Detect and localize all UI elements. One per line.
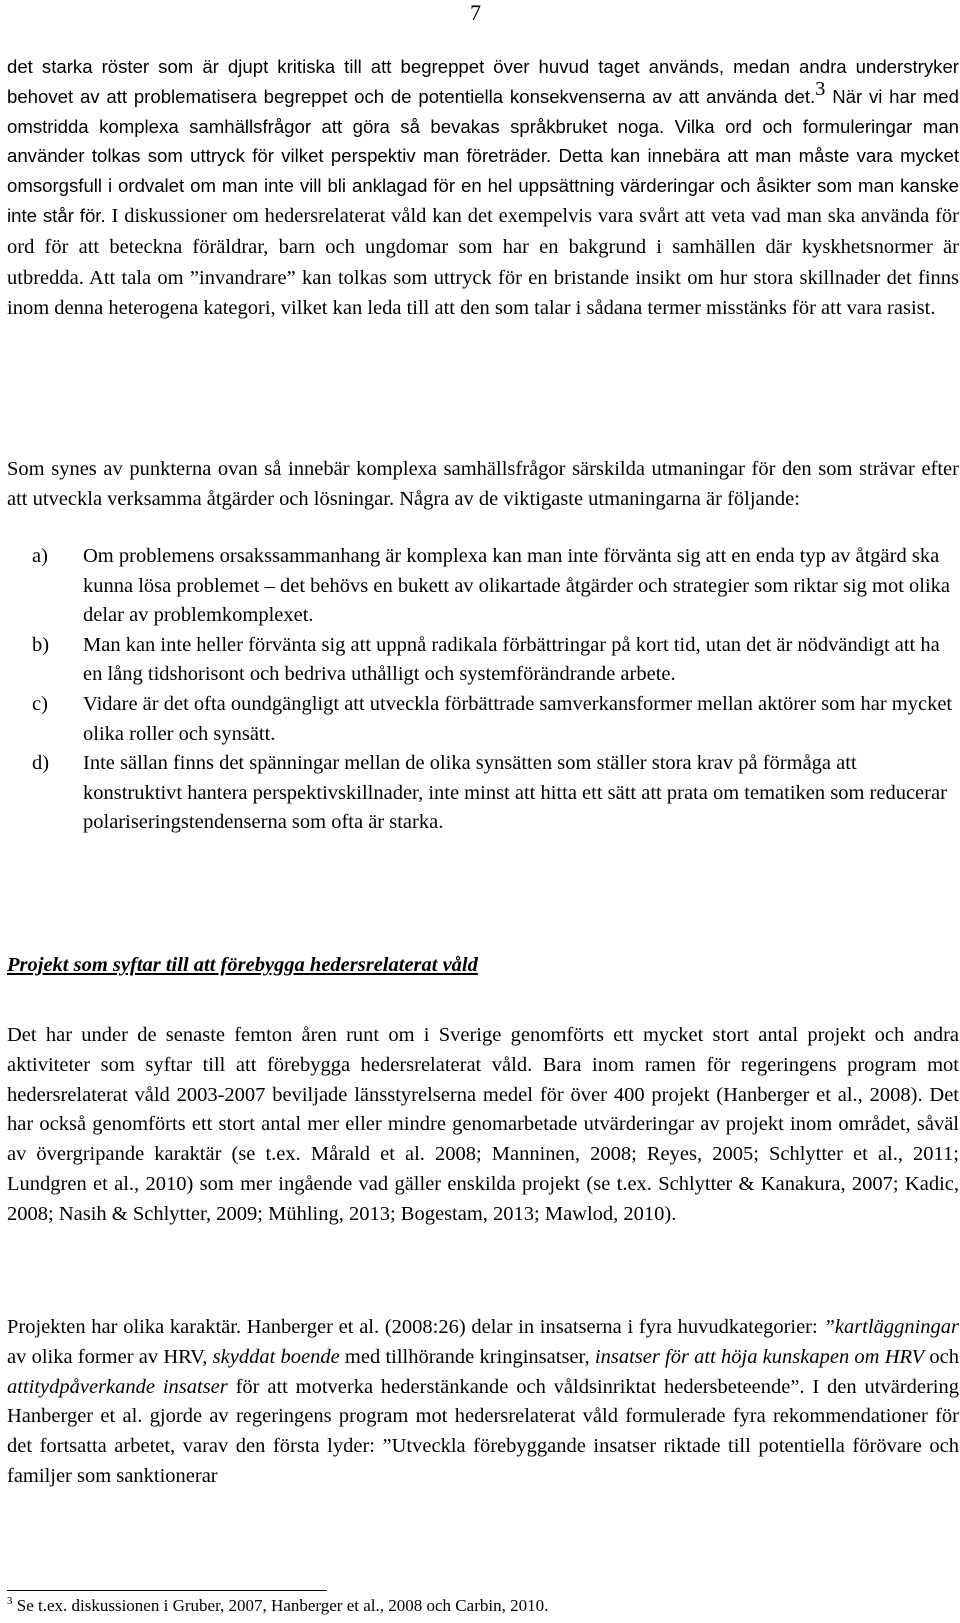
list-item-text: Om problemens orsakssammanhang är komplexa kan man inte förvänta sig att en enda typ av åtgärd ska kunna lösa problemet – det behövs en bukett av olikartade åtgärder och strategier som riktar sig mot olika delar av problemkomplexet. xyxy=(83,545,951,627)
footnote-divider xyxy=(7,1590,327,1591)
list-item xyxy=(7,749,959,838)
list-marker: d) xyxy=(32,752,50,775)
list-item-text: Vidare är det ofta oundgängligt att utveckla förbättrade samverkansformer mellan aktörer som har mycket olika roller och synsätt. xyxy=(83,692,953,745)
paragraph-4-italic-2: skyddat boende xyxy=(212,1345,340,1368)
list-marker: c) xyxy=(32,692,48,715)
paragraph-1-serif-part: I diskussioner om hedersrelaterat våld kan det exempelvis vara svårt att veta vad man ska använda för ord för att beteckna föräldrar, barn och ungdomar som har en bakgrund i samhällen där kyskhetsnormer är utbredda. Att tala om ”invandrare” kan tolkas som uttryck för en bristande insikt om hur stora skillnader det finns inom denna heterogena kategori, vilket kan leda till att den som talar i sådana termer misstänks för att vara rasist. xyxy=(7,204,959,320)
paragraph-4 xyxy=(7,1313,959,1492)
list-item-text: Inte sällan finns det spänningar mellan de olika synsätten som ställer stora krav på förmåga att konstruktivt hantera perspektivskillnader, inte minst att hitta ett sätt att prata om tematiken som reducerar polariseringstendenserna som ofta är starka. xyxy=(83,752,947,834)
footnote-number: 3 xyxy=(7,1595,13,1607)
paragraph-3: Det har under de senaste femton åren runt om i Sverige genomförts ett mycket stort antal projekt och andra aktiviteter som syftar till att förebygga hedersrelaterat våld. Bara inom ramen för regeringens program mot hedersrelaterat våld 2003-2007 beviljade länsstyrelserna medel för över 400 projekt (Hanberger et al., 2008). Det har också genomförts ett stort antal mer eller mindre genomarbetade utvärderingar av projekt inom området, såväl av övergripande karaktär (se t.ex. Mårald et al. 2008; Manninen, 2008; Reyes, 2005; Schlytter et al., 2011; Lundgren et al., 2010) som mer ingående vad gäller enskilda projekt (se t.ex. Schlytter & Kanakura, 2007; Kadic, 2008; Nasih & Schlytter, 2009; Mühling, 2013; Bogestam, 2013; Mawlod, 2010). xyxy=(7,1024,959,1225)
list-item xyxy=(7,690,959,749)
paragraph-1 xyxy=(7,52,959,324)
paragraph-4-text-5: för att motverka hederstänkande och våldsinriktat hedersbeteende”. I den utvärdering Hanberger et al. gjorde av regeringens program mot hedersrelaterat våld formulerade fyra rekommendationer för det fortsatta arbetet, varav den första lyder: ”Utveckla förebyggande insatser riktade till potentiella förövare och familjer som sanktionerar xyxy=(7,1375,959,1487)
footnote xyxy=(7,1596,548,1616)
paragraph-4-italic-4: attitydpåverkande insatser xyxy=(7,1375,228,1398)
paragraph-4-italic-1: ”kartläggningar xyxy=(823,1316,959,1338)
section-heading: Projekt som syftar till att förebygga hedersrelaterat våld xyxy=(7,954,478,976)
paragraph-4-text-2: av olika former av HRV, xyxy=(7,1345,213,1368)
paragraph-4-italic-3: insatser för att höja kunskapen om HRV xyxy=(594,1345,925,1368)
page-number: 7 xyxy=(470,0,481,25)
footnote-text: Se t.ex. diskussionen i Gruber, 2007, Hanberger et al., 2008 och Carbin, 2010. xyxy=(12,1596,549,1615)
list-marker: a) xyxy=(32,545,48,567)
footnote-reference[interactable]: 3 xyxy=(815,77,826,100)
paragraph-1-sans-part1: det starka röster som är djupt kritiska till att begreppet över huvud taget används, medan andra understryker behovet av att problematisera begreppet och de potentiella konsekvenserna av att använda det. xyxy=(7,56,959,107)
list-item xyxy=(7,631,959,690)
paragraph-4-text-1: Projekten har olika karaktär. Hanberger et al. (2008:26) delar in insatserna i fyra huvudkategorier: xyxy=(7,1316,824,1338)
paragraph-4-text-3: med tillhörande kringinsatser, xyxy=(339,1345,595,1368)
paragraph-1-sans-part2: När vi har med omstridda komplexa samhällsfrågor att göra så bevakas språkbruket noga. Vilka ord och formuleringar man använder tolkas som uttryck för vilket perspektiv man företräder. Detta kan innebära att man måste vara mycket omsorgsfull i ordvalet om man inte vill bli anklagad för en hel uppsättning värderingar och åsikter som man kanske inte står för. xyxy=(7,85,959,226)
list-item-text: Man kan inte heller förvänta sig att uppnå radikala förbättringar på kort tid, utan det är nödvändigt att ha en lång tidshorisont och bedriva uthålligt och systemförändrande arbete. xyxy=(83,633,940,686)
challenges-list xyxy=(7,542,959,838)
list-marker: b) xyxy=(32,633,50,656)
paragraph-2: Som synes av punkterna ovan så innebär komplexa samhällsfrågor särskilda utmaningar för den som strävar efter att utveckla verksamma åtgärder och lösningar. Några av de viktigaste utmaningarna är följande: xyxy=(7,458,959,510)
paragraph-4-text-4: och xyxy=(924,1345,959,1368)
list-item xyxy=(7,542,959,631)
